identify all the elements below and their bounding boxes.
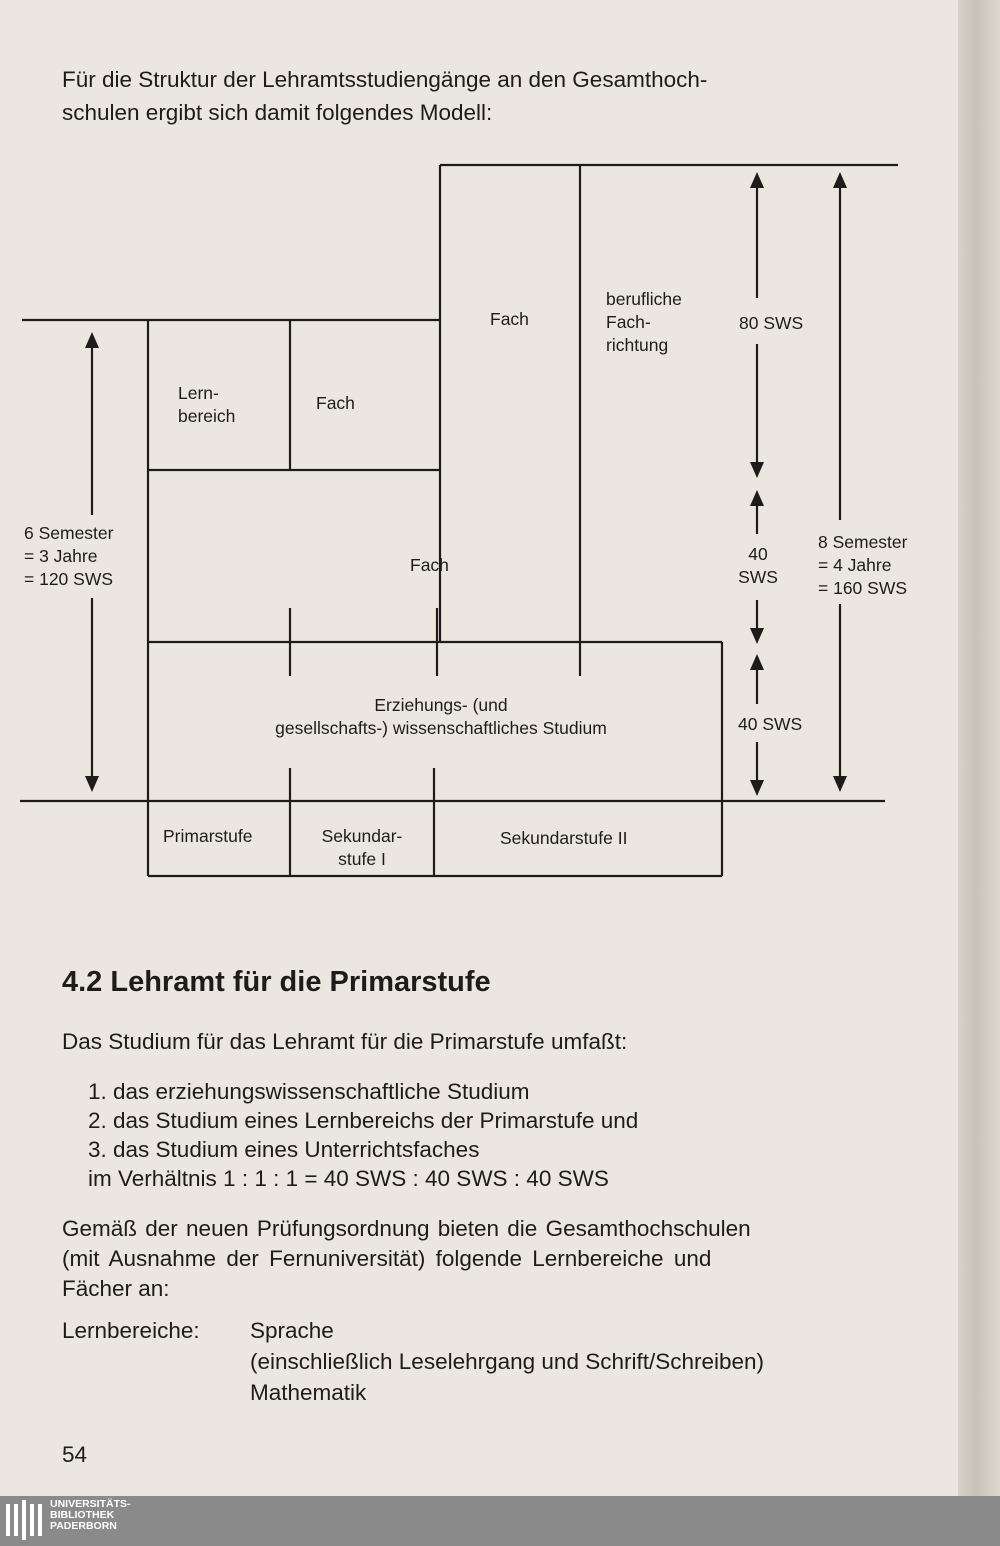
intro-line-2: schulen ergibt sich damit folgendes Modell: — [62, 100, 493, 125]
list-item-3: 3. das Studium eines Unterrichtsfaches — [88, 1137, 480, 1162]
list-item-2: 2. das Studium eines Lernbereichs der Primarstufe und — [88, 1108, 639, 1133]
sws-80-label: 80 SWS — [739, 313, 804, 333]
sekundarstufe-1-label: Sekundar- stufe I — [321, 826, 403, 869]
paragraph-1: Das Studium für das Lehramt für die Primarstufe umfaßt: — [62, 1029, 628, 1054]
left-duration-label: 6 Semester = 3 Jahre = 120 SWS — [24, 523, 114, 589]
library-logo-icon — [6, 1500, 42, 1540]
sekundarstufe-2-label: Sekundarstufe II — [500, 828, 628, 848]
lernbereich-sprache: Sprache — [250, 1318, 334, 1343]
sws-40-mid-label: 40 SWS — [738, 544, 778, 587]
intro-line-1: Für die Struktur der Lehramtsstudiengänge an den Gesamthoch- — [62, 67, 708, 92]
lernbereiche-label: Lernbereiche: — [62, 1318, 200, 1343]
fach-mid-label: Fach — [316, 393, 355, 413]
list-item-1: 1. das erziehungswissenschaftliche Studium — [88, 1079, 530, 1104]
paragraph-2-line-1: Gemäß der neuen Prüfungsordnung bieten die Gesamthochschulen — [62, 1216, 751, 1241]
lernbereich-mathematik: Mathematik — [250, 1380, 367, 1405]
library-footer — [0, 1496, 1000, 1546]
lernbereich-sprache-detail: (einschließlich Leselehrgang und Schrift/Schreiben) — [250, 1349, 765, 1374]
library-name: UNIVERSITÄTS- BIBLIOTHEK PADERBORN — [50, 1498, 131, 1532]
right-duration-label: 8 Semester = 4 Jahre = 160 SWS — [818, 532, 908, 598]
fach-center-label: Fach — [410, 555, 449, 575]
primarstufe-label: Primarstufe — [163, 826, 253, 846]
berufliche-fachrichtung-label: berufliche Fach- richtung — [606, 289, 682, 355]
fach-top-label: Fach — [490, 309, 529, 329]
erziehung-label: Erziehungs- (und gesellschafts-) wissenschaftliches Studium — [275, 695, 607, 738]
lernbereich-label: Lern- bereich — [178, 383, 236, 426]
page-number: 54 — [62, 1442, 88, 1467]
paragraph-2-line-3: Fächer an: — [62, 1276, 170, 1301]
section-heading: 4.2 Lehramt für die Primarstufe — [62, 966, 491, 998]
ratio-line: im Verhältnis 1 : 1 : 1 = 40 SWS : 40 SWS : 40 SWS — [88, 1166, 609, 1191]
paragraph-2-line-2: (mit Ausnahme der Fernuniversität) folgende Lernbereiche und — [62, 1246, 712, 1271]
sws-40-low-label: 40 SWS — [738, 714, 803, 734]
